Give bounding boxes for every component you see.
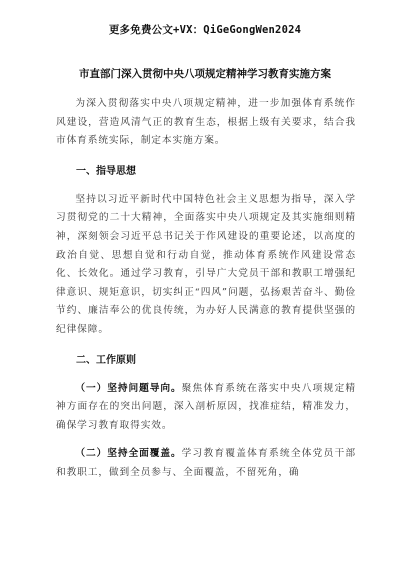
section-heading-work-principles: 二、工作原则 — [76, 354, 136, 366]
intro-paragraph: 为深入贯彻落实中央八项规定精神，进一步加强体育系统作风建设，营造风清气正的教育生态，根据上级有关要求，结合我市体育系统实际，制定本实施方案。 — [56, 98, 356, 147]
document-body — [56, 95, 356, 483]
principle-item-2-lead: （二）坚持全面覆盖。 — [75, 448, 182, 460]
principle-item-1-lead: （一）坚持问题导向。 — [75, 382, 182, 394]
principle-item-1 — [56, 380, 356, 436]
principle-item-2-text: 学习教育覆盖体育系统全体党员干部和教职工，做到全员参与、全面覆盖，不留死角，确 — [56, 448, 357, 478]
document-title: 市直部门深入贯彻中央八项规定精神学习教育实施方案 — [79, 68, 331, 80]
section-heading-guiding-ideology: 一、指导思想 — [76, 165, 136, 177]
watermark-text: 更多免费公文+VX：QiGeGongWen2024 — [108, 24, 302, 36]
principle-item-1-text: 聚焦体育系统在落实中央八项规定精神方面存在的突出问题，深入剖析原因，找准症结，精准发力，确保学习教育取得实效。 — [56, 382, 357, 431]
principle-item-2 — [56, 445, 356, 482]
guiding-ideology-paragraph: 坚持以习近平新时代中国特色社会主义思想为指导，深入学习贯彻党的二十大精神，全面落实中央八项规定及其实施细则精神，深刻领会习近平总书记关于作风建设的重要论述，以高度的政治自觉、思想自觉和行动自觉，推动体育系统作风建设常态化、长效化。通过学习教育，引导广大党员干部和教职工增强纪律意识、规矩意识，切实纠正“四风”问题，弘扬艰苦奋斗、勤俭节约、廉洁奉公的优良传统，为办好人民满意的教育提供坚强的纪律保障。 — [56, 193, 356, 335]
